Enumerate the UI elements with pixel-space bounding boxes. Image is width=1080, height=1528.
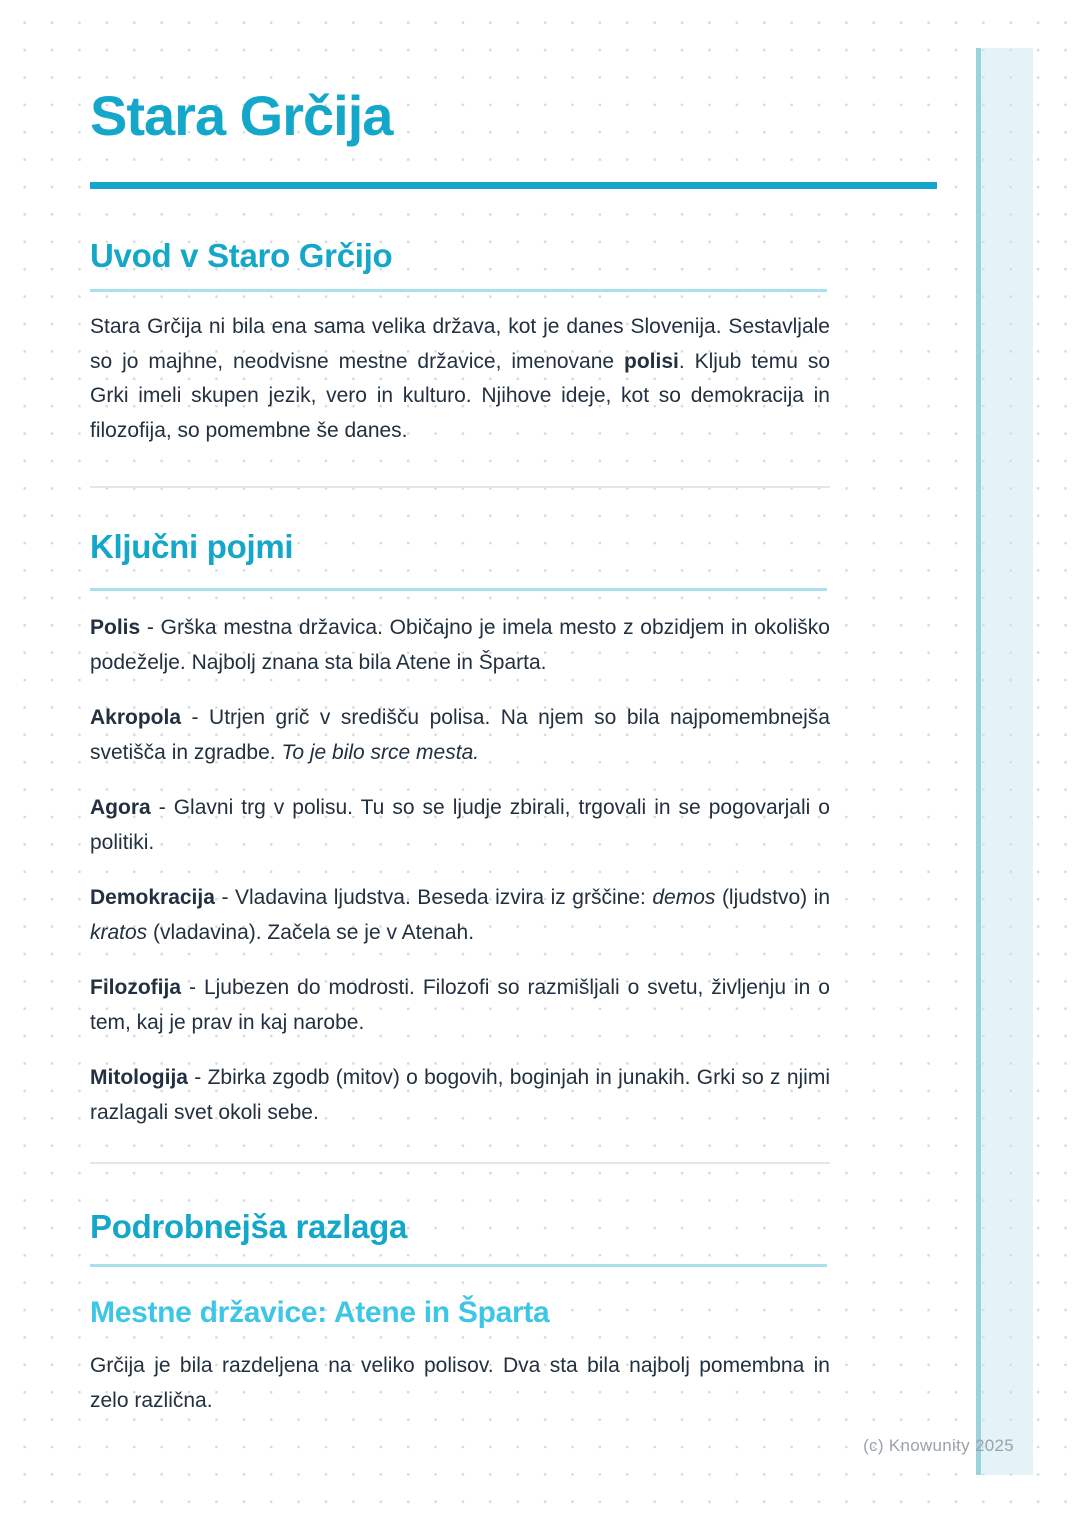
- section-intro: [90, 237, 937, 448]
- intro-paragraph: [90, 310, 830, 448]
- definition-dash: -: [214, 886, 235, 909]
- intro-text-after: . Kljub temu so Grki imeli skupen jezik, vero in kulturo. Njihove ideje, kot so demokracija in filozofija, so pomembne še danes.: [90, 349, 830, 442]
- section-detail: [90, 1208, 937, 1418]
- key-terms-heading-underline: [90, 588, 827, 591]
- key-terms-heading: Ključni pojmi: [90, 528, 294, 565]
- definition-term: Filozofija: [90, 976, 181, 999]
- definition-dash: -: [181, 976, 204, 999]
- detail-heading: Podrobnejša razlaga: [90, 1208, 408, 1245]
- definition-text: Zbirka zgodb (mitov) o bogovih, boginjah in junakih. Grki so z njimi razlagali svet okoli sebe.: [90, 1066, 830, 1124]
- page-title: Stara Grčija: [90, 84, 393, 147]
- definition-item-filozofija: [90, 971, 830, 1040]
- definition-text-italic: demos: [652, 886, 716, 909]
- title-rule: [90, 182, 937, 189]
- definition-term: Agora: [90, 796, 151, 819]
- definition-text: Grška mestna državica. Običajno je imela mesto z obzidjem in okoliško podeželje. Najbolj znana sta bila Atene in Šparta.: [90, 616, 830, 674]
- definition-text: Utrjen grič v središču polisa. Na njem so bila najpomembnejša svetišča in zgradbe.: [90, 706, 830, 764]
- definition-item-akropola: [90, 701, 830, 770]
- definition-text: (ljudstvo) in: [715, 886, 831, 909]
- definition-term: Demokracija: [90, 886, 215, 909]
- definition-dash: -: [188, 1066, 208, 1089]
- definition-item-polis: [90, 611, 830, 680]
- key-terms-list: [90, 611, 937, 1130]
- intro-heading-underline: [90, 289, 827, 292]
- intro-text-before: Stara Grčija ni bila ena sama velika država, kot je danes Slovenija. Sestavljale so jo majhne, neodvisne mestne državice, imenovane: [90, 315, 830, 373]
- section-divider: [90, 1162, 830, 1164]
- definition-term: Mitologija: [90, 1066, 188, 1089]
- definition-text-italic: To je bilo srce mesta.: [281, 740, 480, 764]
- definition-term: Polis: [90, 616, 141, 639]
- page-content: [90, 0, 937, 1418]
- definition-text: (vladavina). Začela se je v Atenah.: [147, 920, 475, 944]
- definition-text: Glavni trg v polisu. Tu so se ljudje zbirali, trgovali in se pogovarjali o politiki.: [90, 796, 830, 854]
- definition-dash: -: [181, 706, 210, 729]
- intro-heading: Uvod v Staro Grčijo: [90, 237, 393, 274]
- intro-text-bold: polisi: [624, 349, 679, 373]
- definition-text-italic: kratos: [90, 920, 148, 944]
- detail-subsection-heading: Mestne državice: Atene in Šparta: [90, 1296, 550, 1329]
- section-divider: [90, 486, 830, 488]
- definition-term: Akropola: [90, 706, 182, 729]
- definition-item-mitologija: [90, 1061, 830, 1130]
- definition-item-demokracija: [90, 881, 830, 950]
- definition-dash: -: [150, 796, 174, 819]
- detail-heading-underline: [90, 1264, 827, 1267]
- definition-text: Vladavina ljudstva. Beseda izvira iz grščine:: [234, 886, 653, 909]
- detail-subsection-paragraph: Grčija je bila razdeljena na veliko polisov. Dva sta bila najbolj pomembna in zelo različna.: [90, 1354, 830, 1412]
- section-key-terms: [90, 528, 937, 1130]
- footer-credit: (c) Knowunity 2025: [863, 1436, 1014, 1455]
- definition-dash: -: [140, 616, 161, 639]
- definition-text: Ljubezen do modrosti. Filozofi so razmišljali o svetu, življenju in o tem, kaj je prav in kaj narobe.: [90, 976, 830, 1034]
- definition-item-agora: [90, 791, 830, 860]
- side-stripe-decoration: [976, 48, 1033, 1475]
